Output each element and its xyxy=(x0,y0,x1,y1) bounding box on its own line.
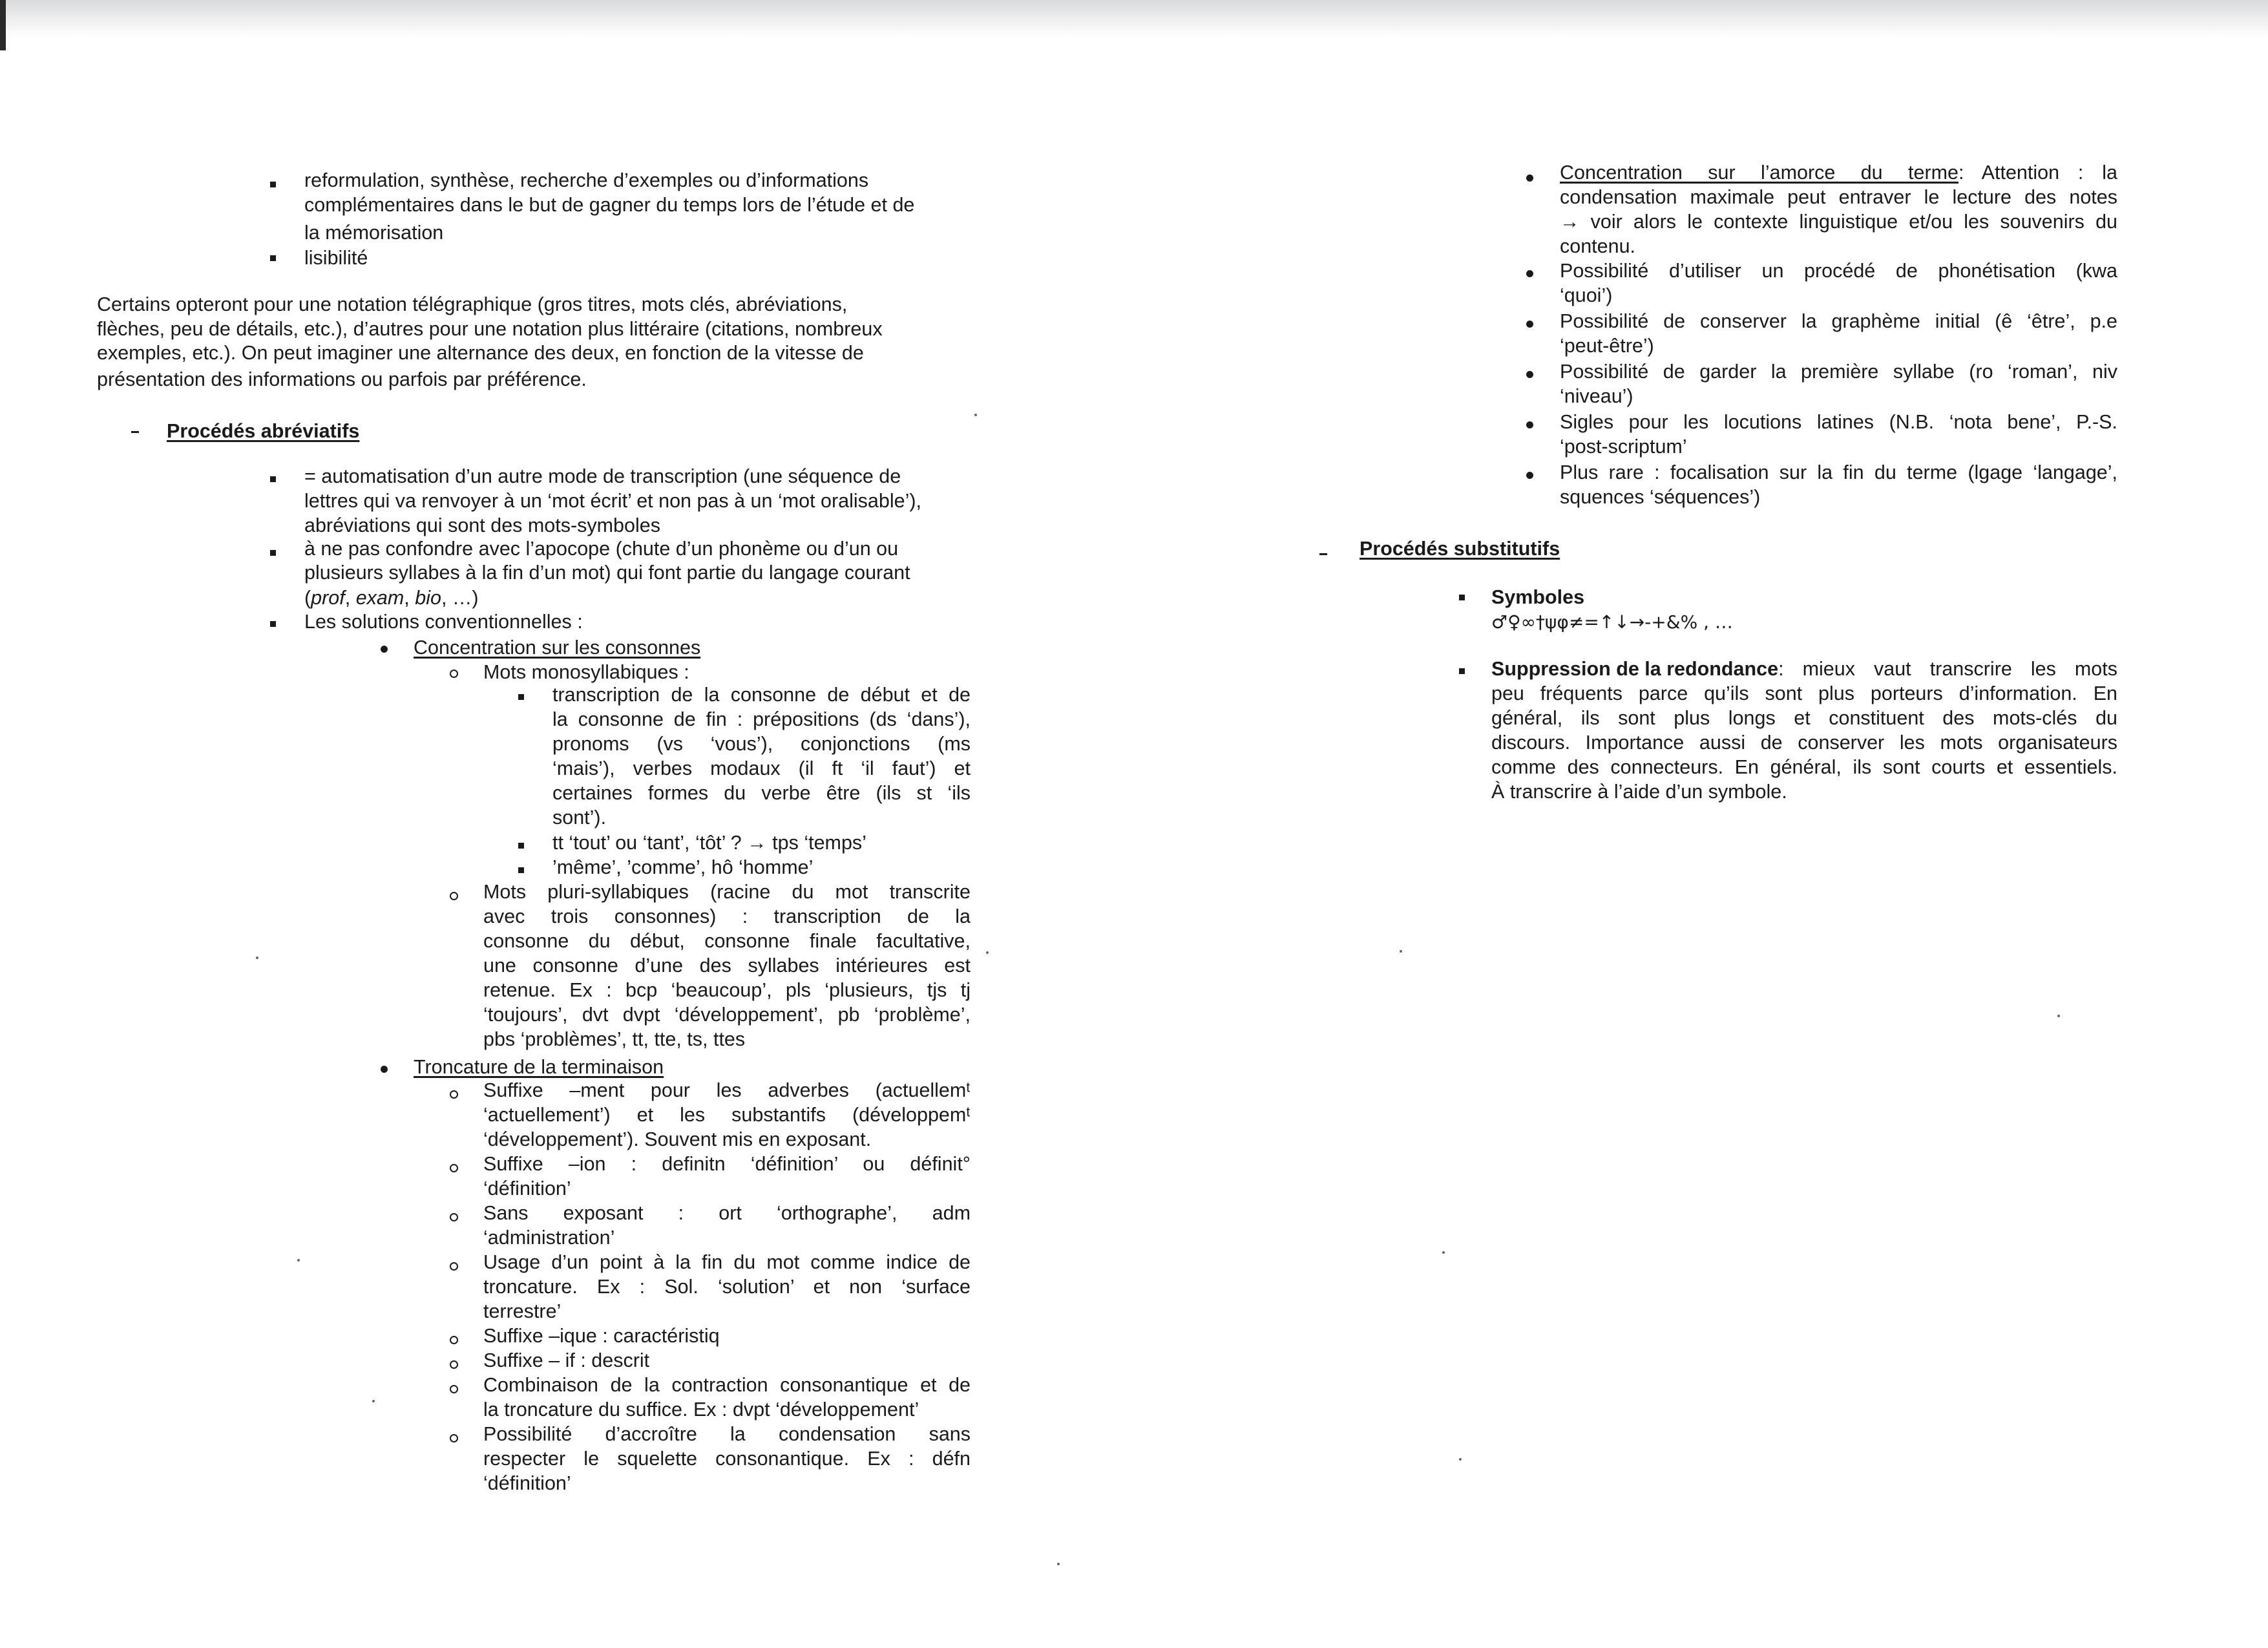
scan-edge-mark xyxy=(0,0,6,50)
list-item-line: Suffixe – if : descrit xyxy=(483,1349,650,1371)
text-line: → voir alors le contexte linguistique et/ou les souvenirs du xyxy=(1560,211,2117,233)
list-item-line: Les solutions conventionnelles : xyxy=(304,611,583,633)
list-item-line: plusieurs syllabes à la fin d’un mot) qui font partie du langage courant xyxy=(304,562,910,584)
text-line: la troncature du suffice. Ex : dvpt ‘développement’ xyxy=(483,1399,919,1421)
list-item-line: Mots monosyllabiques : xyxy=(483,661,689,683)
list-item-line: à ne pas confondre avec l’apocope (chute d’un phonème ou d’un ou xyxy=(304,538,899,560)
scan-speck xyxy=(1442,1251,1445,1254)
text-line: une consonne d’une des syllabes intérieures est xyxy=(483,955,971,977)
round-bullet-icon xyxy=(1526,174,1533,182)
text-line: Possibilité de garder la première syllabe (ro ‘roman’, niv xyxy=(1560,361,2117,383)
text-line: terrestre’ xyxy=(483,1300,562,1322)
tronc-item-3 xyxy=(483,1201,971,1250)
amorce-block xyxy=(1560,160,2117,259)
scan-speck xyxy=(1400,950,1402,953)
text-line: la consonne de fin : prépositions (ds ‘dans’), xyxy=(552,708,971,730)
text-line: troncature. Ex : Sol. ‘solution’ et non ‘surface xyxy=(483,1276,971,1298)
text-line: Possibilité d’accroître la condensation sans xyxy=(483,1423,971,1445)
text-line: ‘quoi’) xyxy=(1560,284,1613,306)
text-line: ‘définition’ xyxy=(483,1472,571,1494)
scan-speck xyxy=(974,414,977,416)
tronc-item-8 xyxy=(483,1422,971,1495)
text-line: ‘actuellement’) et les substantifs (développemᵗ xyxy=(483,1104,971,1126)
list-item-line: reformulation, synthèse, recherche d’exemples ou d’informations xyxy=(304,169,869,191)
text-line: sont’). xyxy=(552,807,607,829)
round-bullet-icon xyxy=(1526,321,1533,328)
circle-bullet-icon xyxy=(450,1213,458,1221)
text-line: ‘niveau’) xyxy=(1560,385,1633,407)
circle-bullet-icon xyxy=(450,1164,458,1172)
circle-bullet-icon xyxy=(450,1360,458,1369)
text-segment: : Attention : la xyxy=(1958,162,2117,184)
paragraph-line: présentation des informations ou parfois par préférence. xyxy=(97,368,587,390)
scan-speck xyxy=(372,1400,375,1402)
round-bullet-icon xyxy=(381,1066,388,1073)
right-bullet-5 xyxy=(1560,460,2117,509)
text-line: pronoms (vs ‘vous’), conjonctions (ms xyxy=(552,733,971,755)
text-line: avec trois consonnes) : transcription de la xyxy=(483,905,971,927)
text-line: Suffixe –ion : definitn ‘définition’ ou définit° xyxy=(483,1153,971,1175)
text-line: discours. Importance aussi de conserver les mots organisateurs xyxy=(1491,732,2117,754)
symboles-title: Symboles xyxy=(1491,586,1585,608)
text-line: Combinaison de la contraction consonantique et de xyxy=(483,1374,971,1396)
circle-bullet-icon xyxy=(450,1385,458,1393)
round-bullet-icon xyxy=(1526,472,1533,479)
text-line: ‘définition’ xyxy=(483,1178,571,1199)
text-line xyxy=(1560,160,2117,185)
list-item-line: = automatisation d’un autre mode de transcription (une séquence de xyxy=(304,465,901,487)
paragraph-line: exemples, etc.). On peut imaginer une alternance des deux, en fonction de la vitesse de xyxy=(97,342,864,364)
text-line: consonne du début, consonne finale facultative, xyxy=(483,930,971,952)
square-bullet-icon xyxy=(518,867,524,873)
text-line: contenu. xyxy=(1560,235,1636,257)
text-line: Usage d’un point à la fin du mot comme indice de xyxy=(483,1251,971,1273)
text-line xyxy=(1491,657,2117,681)
dash-bullet-icon xyxy=(131,431,139,433)
scan-speck xyxy=(1459,1458,1462,1461)
list-item-line: Suffixe –ique : caractéristiq xyxy=(483,1325,720,1347)
tronc-item-7 xyxy=(483,1373,971,1422)
text-line: Sans exposant : ort ‘orthographe’, adm xyxy=(483,1202,971,1224)
round-bullet-icon xyxy=(381,646,388,653)
text-line: comme des connecteurs. En général, ils sont courts et essentiels. xyxy=(1491,756,2117,778)
amorce-title-text: Concentration sur l’amorce du terme xyxy=(1560,162,1958,184)
text-line: Suffixe –ment pour les adverbes (actuellemᵗ xyxy=(483,1079,971,1101)
square-bullet-icon xyxy=(518,843,524,849)
mono-rule-block xyxy=(552,682,971,830)
suppression-title: Suppression de la redondance xyxy=(1491,658,1779,680)
text-line: peu fréquents parce qu’ils sont plus porteurs d’information. En xyxy=(1491,682,2117,704)
list-item-line: tt ‘tout’ ou ‘tant’, ‘tôt’ ? → tps ‘temps’ xyxy=(552,832,866,854)
scan-speck xyxy=(2057,1015,2060,1017)
list-item-line: la mémorisation xyxy=(304,222,444,244)
round-bullet-icon xyxy=(1526,270,1533,277)
text-line: Plus rare : focalisation sur la fin du terme (lgage ‘langage’, xyxy=(1560,461,2117,483)
right-bullet-3 xyxy=(1560,359,2117,408)
text-line: Possibilité d’utiliser un procédé de phonétisation (kwa xyxy=(1560,260,2117,282)
round-bullet-icon xyxy=(1526,371,1533,378)
text-line: Mots pluri-syllabiques (racine du mot transcrite xyxy=(483,881,971,903)
text-line: ‘mais’), verbes modaux (il ft ‘il faut’) et xyxy=(552,757,971,779)
subheading-troncature: Troncature de la terminaison xyxy=(414,1056,664,1078)
scan-speck xyxy=(297,1259,300,1262)
subheading-consonnes: Concentration sur les consonnes xyxy=(414,637,701,659)
list-item-line: ’même’, ’comme’, hô ‘homme’ xyxy=(552,856,814,878)
square-bullet-icon xyxy=(270,182,276,187)
dash-bullet-icon xyxy=(1319,553,1327,555)
symboles-line: ♂♀∞†ψφ≠=↑↓→-+&% , … xyxy=(1491,611,1733,633)
square-bullet-icon xyxy=(270,476,276,482)
circle-bullet-icon xyxy=(450,1336,458,1344)
tronc-item-1 xyxy=(483,1078,971,1152)
list-item-line: lisibilité xyxy=(304,247,368,269)
right-bullet-2 xyxy=(1560,309,2117,358)
right-bullet-4 xyxy=(1560,410,2117,459)
right-bullet-1 xyxy=(1560,259,2117,308)
square-bullet-icon xyxy=(518,694,524,700)
tronc-item-2 xyxy=(483,1152,971,1201)
text-line: transcription de la consonne de début et de xyxy=(552,684,971,706)
square-bullet-icon xyxy=(1459,668,1465,674)
text-line: condensation maximale peut entraver le lecture des notes xyxy=(1560,186,2117,208)
square-bullet-icon xyxy=(270,255,276,261)
section-title-substitutifs: Procédés substitutifs xyxy=(1360,538,1560,560)
text-line: À transcrire à l’aide d’un symbole. xyxy=(1491,781,1787,803)
text-line: ‘toujours’, dvt dvpt ‘développement’, pb ‘problème’, xyxy=(483,1004,971,1026)
scan-speck xyxy=(986,951,989,954)
section-title-abbreviatifs: Procédés abréviatifs xyxy=(167,420,360,442)
round-bullet-icon xyxy=(1526,421,1533,428)
text-line: Sigles pour les locutions latines (N.B. ‘nota bene’, P.-S. xyxy=(1560,411,2117,433)
scan-top-shadow xyxy=(0,0,2268,39)
text-segment: : mieux vaut transcrire les mots xyxy=(1778,658,2117,680)
list-item-line: complémentaires dans le but de gagner du temps lors de l’étude et de xyxy=(304,194,915,216)
list-item-line: lettres qui va renvoyer à un ‘mot écrit’ et non pas à un ‘mot oralisable’), xyxy=(304,490,922,512)
square-bullet-icon xyxy=(270,550,276,556)
text-line: ‘développement’). Souvent mis en exposant. xyxy=(483,1128,872,1150)
circle-bullet-icon xyxy=(450,1090,458,1099)
amorce-title xyxy=(1560,160,1958,185)
text-line: retenue. Ex : bcp ‘beaucoup’, pls ‘plusieurs, tjs tj xyxy=(483,979,971,1001)
square-bullet-icon xyxy=(1459,595,1465,600)
list-item-line: abréviations qui sont des mots-symboles xyxy=(304,514,660,536)
text-line: ‘post-scriptum’ xyxy=(1560,436,1687,458)
text-line: pbs ‘problèmes’, tt, tte, ts, ttes xyxy=(483,1028,746,1050)
circle-bullet-icon xyxy=(450,670,458,678)
text-line: certaines formes du verbe être (ils st ‘ils xyxy=(552,782,971,804)
square-bullet-icon xyxy=(270,621,276,627)
paragraph-line: Certains opteront pour une notation télégraphique (gros titres, mots clés, abréviations, xyxy=(97,293,848,315)
scan-speck xyxy=(256,956,258,959)
text-line: général, ils sont plus longs et constituent des mots-clés du xyxy=(1491,707,2117,729)
paragraph-line: flèches, peu de détails, etc.), d’autres pour une notation plus littéraire (citations, nombreux xyxy=(97,318,883,340)
list-item-line: (prof, exam, bio, …) xyxy=(304,587,479,609)
text-line: ‘peut-être’) xyxy=(1560,335,1654,357)
circle-bullet-icon xyxy=(450,1262,458,1271)
text-line: Possibilité de conserver la graphème initial (ê ‘être’, p.e xyxy=(1560,310,2117,332)
text-line: ‘administration’ xyxy=(483,1227,615,1249)
pluri-block xyxy=(483,880,971,1051)
scan-speck xyxy=(1057,1563,1060,1565)
circle-bullet-icon xyxy=(450,1434,458,1442)
text-line: squences ‘séquences’) xyxy=(1560,486,1761,508)
suppression-block xyxy=(1491,657,2117,804)
tronc-item-4 xyxy=(483,1250,971,1324)
circle-bullet-icon xyxy=(450,892,458,900)
text-line: respecter le squelette consonantique. Ex : défn xyxy=(483,1448,971,1470)
